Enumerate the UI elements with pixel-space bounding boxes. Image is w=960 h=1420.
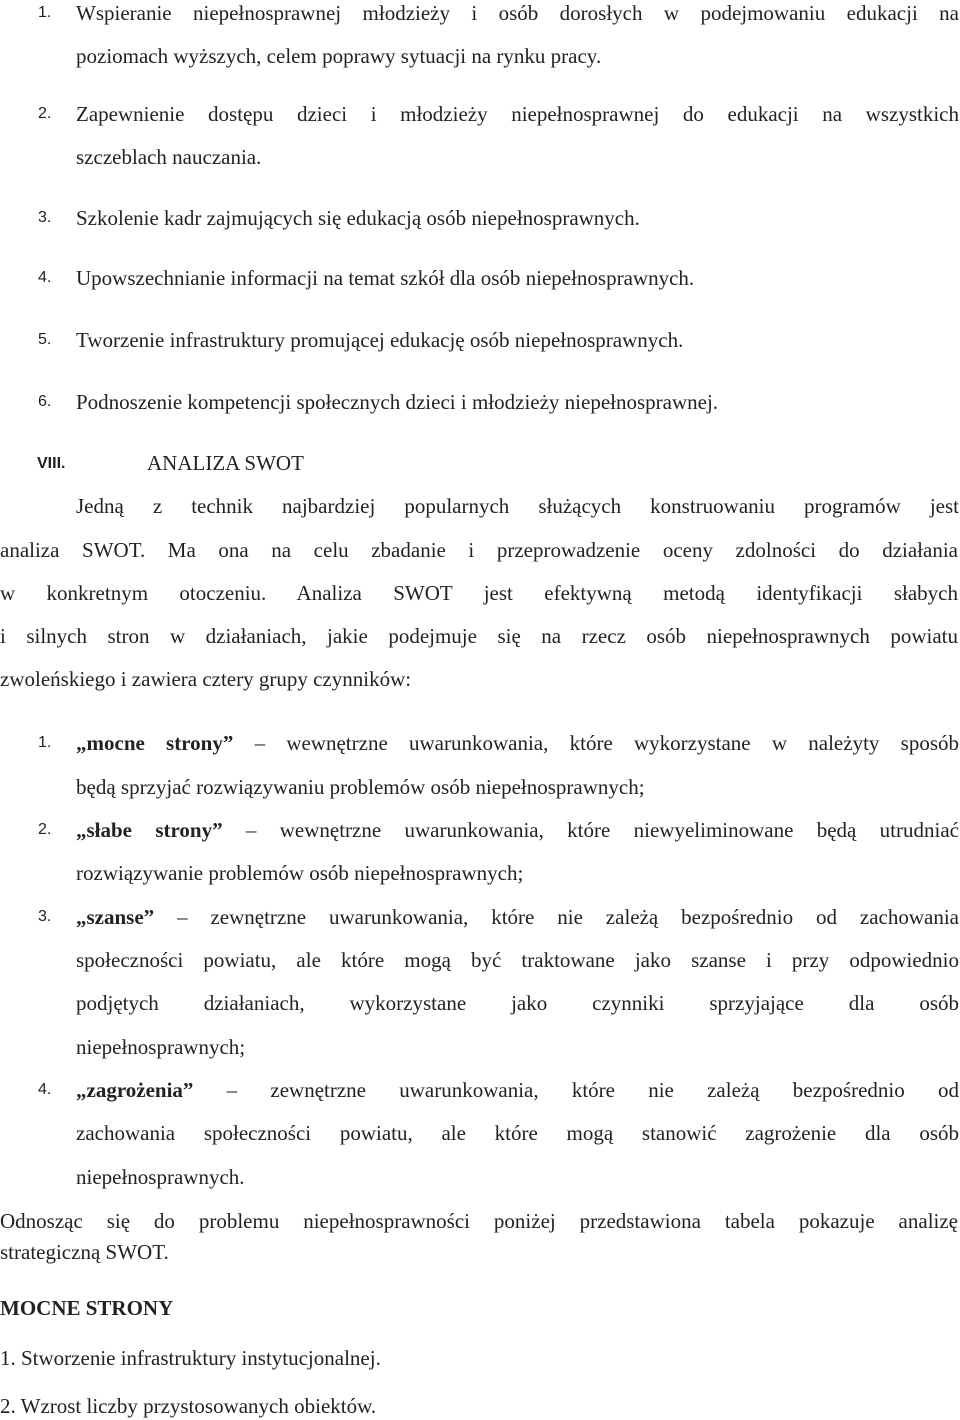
factor-term: „mocne strony” xyxy=(76,731,234,755)
paragraph-line: analiza SWOT. Ma ona na celu zbadanie i przeprowadzenie oceny zdolności do działania xyxy=(0,538,958,562)
paragraph-line: w konkretnym otoczeniu. Analiza SWOT jest efektywną metodą identyfikacji słabych xyxy=(0,581,958,605)
paragraph-line: i silnych stron w działaniach, jakie podejmuje się na rzecz osób niepełnosprawnych powiatu xyxy=(0,624,958,648)
factor-term: „szanse” xyxy=(76,905,155,929)
strengths-item: 2. Wzrost liczby przystosowanych obiektów. xyxy=(0,1394,377,1418)
factor-term: „słabe strony” xyxy=(76,818,223,842)
strengths-heading: MOCNE STRONY xyxy=(0,1296,174,1320)
paragraph-line: Odnosząc się do problemu niepełnosprawności poniżej przedstawiona tabela pokazuje analizę xyxy=(0,1209,958,1233)
section-number: VIII. xyxy=(37,455,66,472)
paragraph-line: zwoleńskiego i zawiera cztery grupy czynników: xyxy=(0,667,412,691)
paragraph-line: Jedną z technik najbardziej popularnych służących konstruowaniu programów jest xyxy=(76,494,959,518)
document-page: 1. Wspieranie niepełnosprawnej młodzieży i osób dorosłych w podejmowaniu edukacji na poziomach wyższych, celem poprawy sytuacji na rynku pracy. 2. Zapewnienie dostępu dzieci i młodzieży niepełnosprawnej do edukacji na wszystkich szczeblach nauczania. 3. Szkolenie kadr zajmujących się edukacją osób niepełnosprawnych. 4. Upowszechnianie informacji na temat szkół dla osób niepełnosprawnych. 5. Tworzenie infrastruktury promującej edukację osób niepełnosprawnych. 6. Podnoszenie kompetencji społecznych dzieci i młodzieży niepełnosprawnej. VIII. ANALIZA SWOT Jedną z technik najbardziej popularnych służących konstruowaniu programów jest analiza SWOT. Ma ona na celu zbadanie i przeprowadzenie oceny zdolności do działania w konkretnym otoczeniu. Analiza SWOT jest efektywną metodą identyfikacji słabych i silnych stron w działaniach, jakie podejmuje się na rzecz osób niepełnosprawnych powiatu zwoleńskiego i zawiera cztery grupy czynników: 1. „mocne strony” – wewnętrzne uwarunkowania, które wykorzystane w należyty sposób będą sprzyjać rozwiązywaniu problemów osób niepełnosprawnych; 2. „słabe strony” – wewnętrzne uwarunkowania, które niewyeliminowane będą utrudniać rozwiązywanie problemów osób niepełnosprawnych; 3. „szanse” – zewnętrzne uwarunkowania, które nie zależą bezpośrednio od zachowania społeczności powiatu, ale które mogą być traktowane jako szanse i przy odpowiednio podjętych działaniach, wykorzystane jako czynniki sprzyjające dla osób niepełnosprawnych; 4. „zagrożenia” – zewnętrzne uwarunkowania, które nie zależą bezpośrednio od zachowania społeczności powiatu, ale które mogą stanowić zagrożenie dla osób niepełnosprawnych. Odnosząc się do problemu niepełnosprawności poniżej przedstawiona tabela pokazuje analizę strategiczną SWOT. MOCNE STRONY 1. Stworzenie infrastruktury instytucjonalnej. 2. Wzrost liczby przystosowanych obiektów. xyxy=(0,1,959,1418)
section-title: ANALIZA SWOT xyxy=(147,451,304,475)
factor-term: „zagrożenia” xyxy=(76,1078,194,1102)
paragraph-line: strategiczną SWOT. xyxy=(0,1240,169,1264)
strengths-item: 1. Stworzenie infrastruktury instytucjonalnej. xyxy=(0,1346,381,1370)
